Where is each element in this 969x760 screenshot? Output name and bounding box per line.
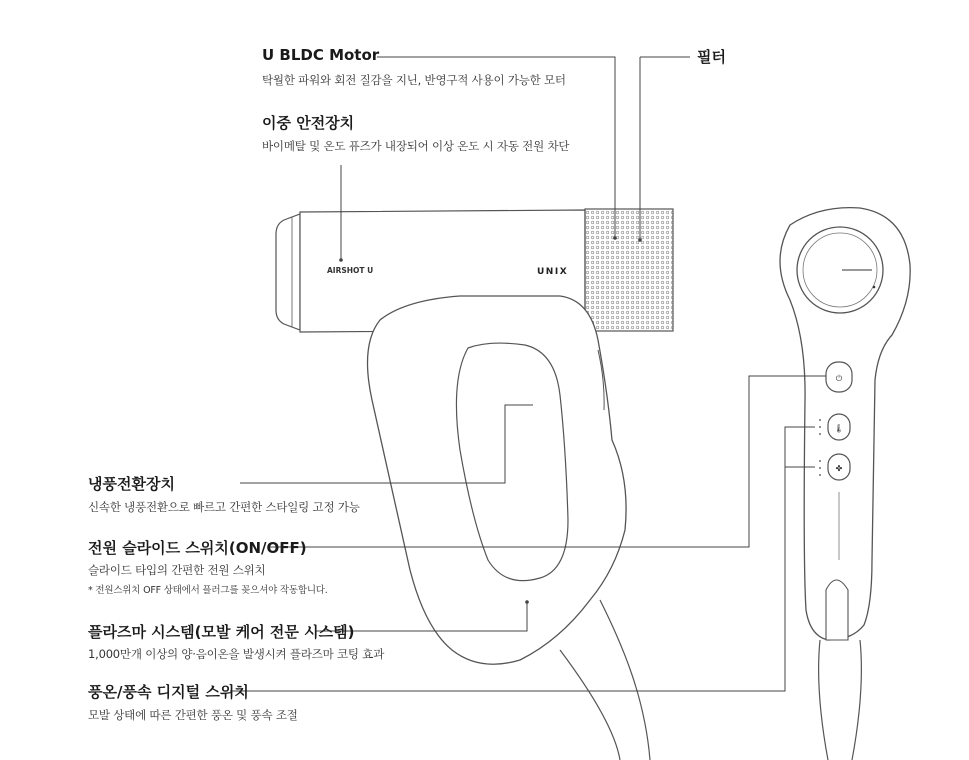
filter-mesh (585, 209, 673, 331)
digital-switch-title: 풍온/풍속 디지털 스위치 (88, 683, 249, 701)
cooling-desc: 신속한 냉풍전환으로 빠르고 간편한 스타일링 고정 가능 (88, 500, 360, 514)
motor-title: U BLDC Motor (262, 46, 380, 64)
power-slide-desc: 슬라이드 타입의 간편한 전원 스위치 (88, 563, 266, 577)
dryer-front-view (780, 208, 910, 760)
plasma-desc: 1,000만개 이상의 양·음이온을 발생시켜 플라즈마 코팅 효과 (88, 647, 385, 661)
thermometer-icon: 🌡 (833, 424, 845, 433)
safety-title: 이중 안전장치 (262, 114, 355, 132)
power-slide-title: 전원 슬라이드 스위치(ON/OFF) (88, 539, 307, 557)
power-slide-note: * 전원스위치 OFF 상태에서 플러그를 꽂으셔야 작동합니다. (88, 585, 328, 596)
brand-logo: UNIX (537, 267, 569, 277)
plasma-title: 플라즈마 시스템(모발 케어 전문 시스템) (88, 623, 355, 641)
filter-title: 필터 (697, 48, 726, 66)
fan-icon: ✤ (835, 464, 843, 473)
power-icon: ⏻ (835, 374, 843, 383)
digital-switch-desc: 모발 상태에 따른 간편한 풍온 및 풍속 조절 (88, 708, 298, 722)
cooling-title: 냉풍전환장치 (88, 475, 175, 493)
dryer-side-view (276, 209, 673, 760)
motor-desc: 탁월한 파워와 회전 질감을 지닌, 반영구적 사용이 가능한 모터 (262, 73, 566, 87)
model-label: AIRSHOT U (327, 266, 374, 275)
rear-cap (276, 214, 300, 330)
safety-desc: 바이메탈 및 온도 퓨즈가 내장되어 이상 온도 시 자동 전원 차단 (262, 139, 570, 153)
